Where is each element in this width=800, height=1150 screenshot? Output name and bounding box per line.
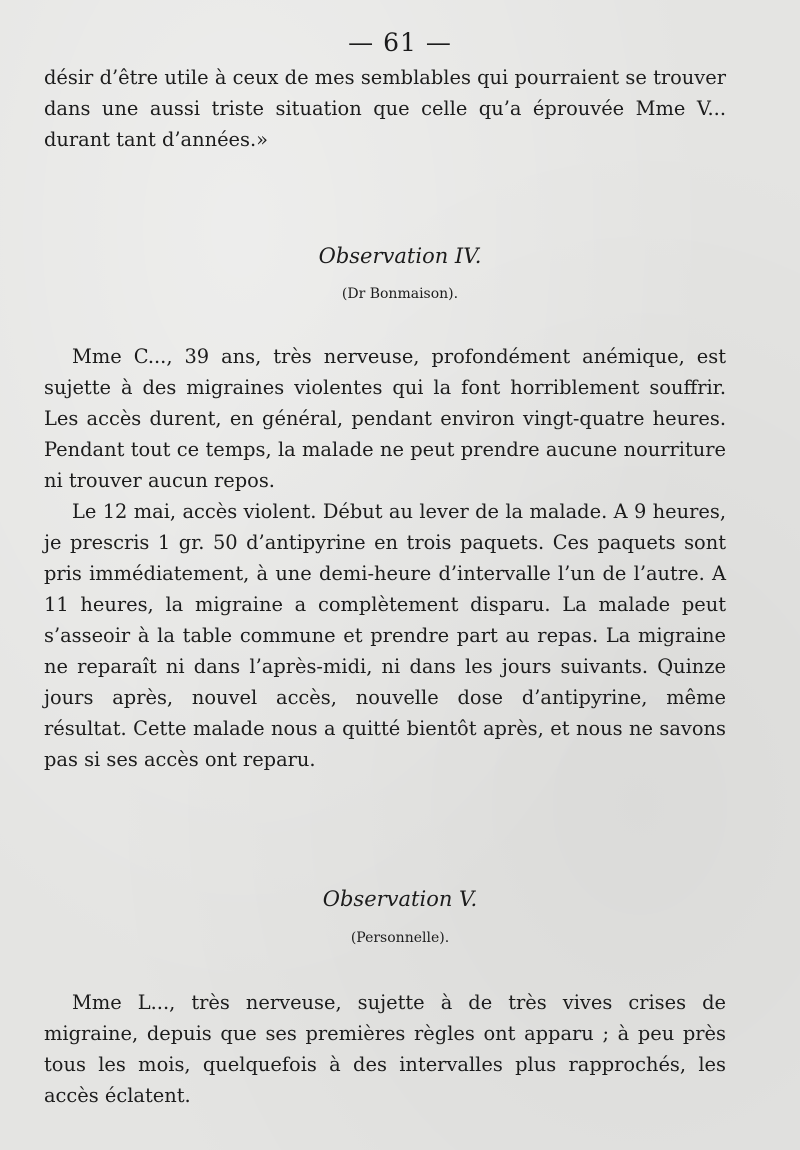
observation-iv-title: Observation IV. (318, 244, 482, 268)
observation-v-source: (Personnelle). (350, 930, 450, 946)
observation-iv-source: (Dr Bonmaison). (341, 286, 459, 302)
intro-paragraph (44, 62, 726, 155)
intro-text: désir d’être utile à ceux de mes semblables qui pourraient se trouver dans une aussi triste situation que celle qu’a éprouvée Mme V... durant tant d’années.» (44, 66, 726, 151)
observation-iv-paragraph-1: Mme C..., 39 ans, très nerveuse, profondément anémique, est sujette à des migraines violentes qui la font horriblement souffrir. Les accès durent, en général, pendant environ vingt-quatre heures. Pendant tout ce temps, la malade ne peut prendre aucune nourriture ni trouver aucun repos. (44, 345, 726, 492)
observation-iv-paragraph-2: Le 12 mai, accès violent. Début au lever de la malade. A 9 heures, je prescris 1 gr. 50 d’antipyrine en trois paquets. Ces paquets sont pris immédiatement, à une demi-heure d’intervalle l’un de l’autre. A 11 heures, la migraine a complètement disparu. La malade peut s’asseoir à la table commune et prendre part au repas. La migraine ne reparaît ni dans l’après-midi, ni dans les jours suivants. Quinze jours après, nouvel accès, nouvelle dose d’antipyrine, même résultat. Cette malade nous a quitté bientôt après, et nous ne savons pas si ses accès ont reparu. (44, 500, 726, 771)
observation-iv-body (44, 341, 726, 775)
page-number: — 61 — (348, 28, 452, 57)
observation-v-paragraph-1: Mme L..., très nerveuse, sujette à de très vives crises de migraine, depuis que ses premières règles ont apparu ; à peu près tous les mois, quelquefois à des intervalles plus rapprochés, les accès éclatent. (44, 991, 726, 1107)
observation-v-body (44, 987, 726, 1111)
observation-v-title: Observation V. (322, 887, 478, 911)
